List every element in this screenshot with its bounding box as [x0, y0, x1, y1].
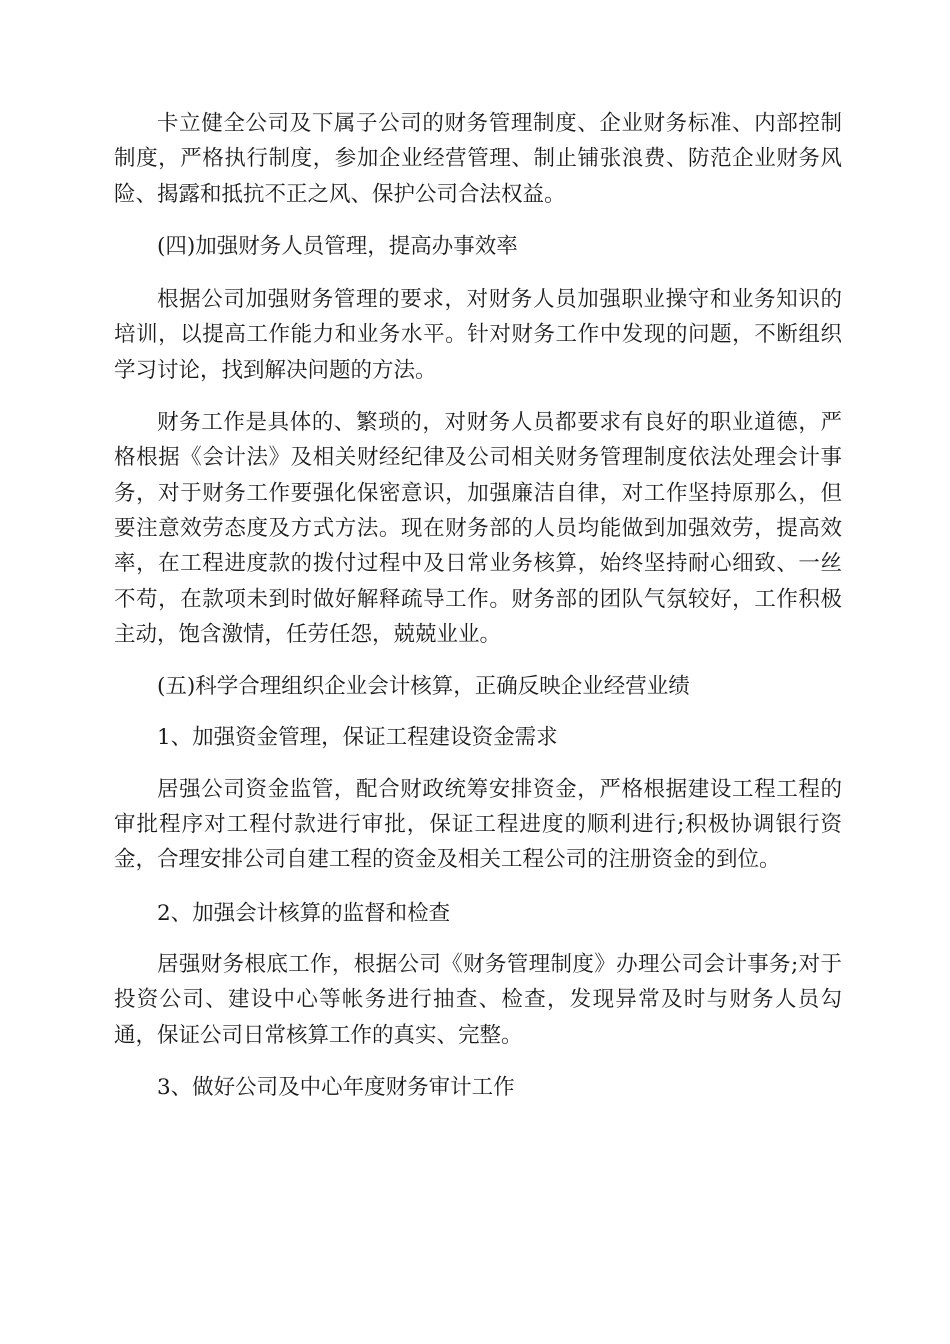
document-body [114, 106, 842, 1105]
subheading-item-2: 2、加强会计核算的监督和检查 [157, 900, 451, 926]
paragraph-staff-training: 根据公司加强财务管理的要求，对财务人员加强职业操守和业务知识的培训，以提高工作能力和业务水平。针对财务工作中发现的问题，不断组织学习讨论，找到解决问题的方法。 [114, 287, 842, 383]
paragraph-fund-management: 居强公司资金监管，配合财政统筹安排资金，严格根据建设工程工程的审批程序对工程付款进行审批，保证工程进度的顺利进行;积极协调银行资金，合理安排公司自建工程的资金及相关工程公司的注册资金的到位。 [114, 776, 842, 873]
paragraph-financial-system: 卡立健全公司及下属子公司的财务管理制度、企业财务标准、内部控制制度，严格执行制度，参加企业经营管理、制止铺张浪费、防范企业财务风险、揭露和抵抗不正之风、保护公司合法权益。 [114, 111, 842, 207]
paragraph-work-ethics: 财务工作是具体的、繁琐的，对财务人员都要求有良好的职业道德，严格根据《会计法》及相关财经纪律及公司相关财务管理制度依法处理会计事务，对于财务工作要强化保密意识，加强廉洁自律，对工作坚持原那么，但要注意效劳态度及方式方法。现在财务部的人员均能做到加强效劳，提高效率，在工程进度款的拨付过程中及日常业务核算，始终坚持耐心细致、一丝不苟，在款项未到时做好解释疏导工作。财务部的团队气氛较好，工作积极主动，饱含激情，任劳任怨，兢兢业业。 [114, 410, 842, 647]
paragraph-accounting-supervision: 居强财务根底工作，根据公司《财务管理制度》办理公司会计事务;对于投资公司、建设中心等帐务进行抽查、检查，发现异常及时与财务人员勾通，保证公司日常核算工作的真实、完整。 [114, 951, 842, 1048]
subheading-item-3: 3、做好公司及中心年度财务审计工作 [157, 1074, 515, 1100]
heading-section-4: (四)加强财务人员管理，提高办事效率 [157, 233, 518, 259]
subheading-item-1: 1、加强资金管理，保证工程建设资金需求 [157, 725, 558, 751]
heading-section-5: (五)科学合理组织企业会计核算，正确反映企业经营业绩 [157, 674, 690, 700]
